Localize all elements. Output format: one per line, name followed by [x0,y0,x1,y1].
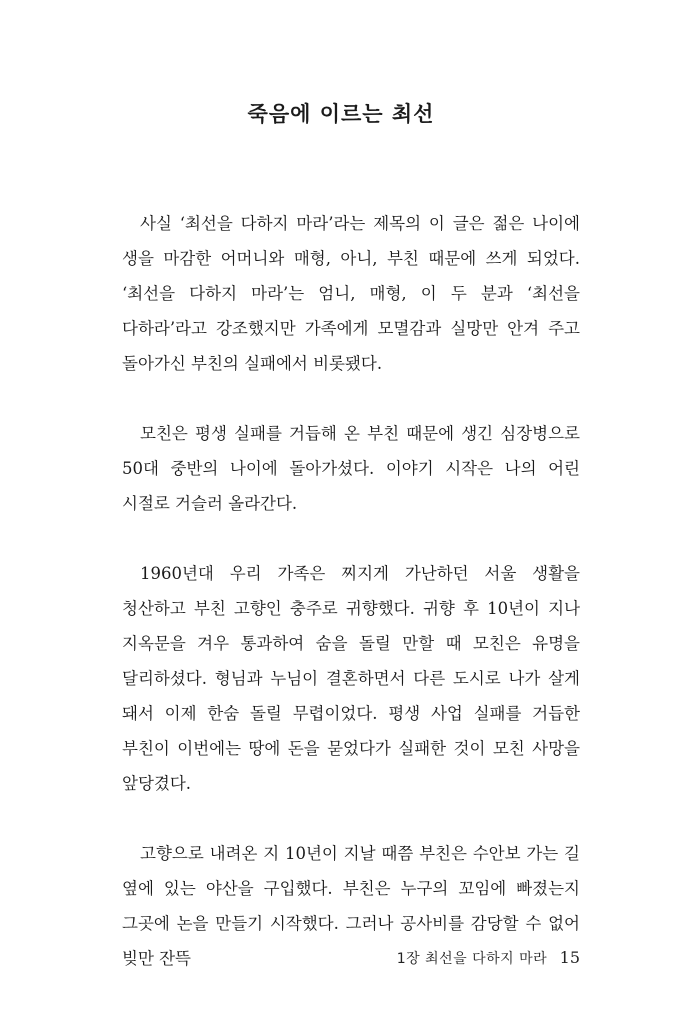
paragraph: 1960년대 우리 가족은 찌지게 가난하던 서울 생활을 청산하고 부친 고향인 충주로 귀향했다. 귀향 후 10년이 지나 지옥문을 겨우 통과하여 숨을 돌릴 만할 때 모친은 유명을 달리하셨다. 형님과 누님이 결혼하면서 다른 도시로 나가 살게 돼서 이제 한숨 돌릴 무렵이었다. 평생 사업 실패를 거듭한 부친이 이번에는 땅에 돈을 묻었다가 실패한 것이 모친 사망을 앞당겼다. [122,564,580,793]
paragraph: 사실 ‘최선을 다하지 마라’라는 제목의 이 글은 젊은 나이에 생을 마감한 어머니와 매형, 아니, 부친 때문에 쓰게 되었다. ‘최선을 다하지 마라’는 엄니, 매형, 이 두 분과 ‘최선을 다하라’라고 강조했지만 가족에게 모멸감과 실망만 안겨 주고 돌아가신 부친의 실패에서 비롯됐다. [122,214,580,373]
body-text [122,206,580,1011]
page-footer [397,948,580,968]
paragraph: 모친은 평생 실패를 거듭해 온 부친 때문에 생긴 심장병으로 50대 중반의 나이에 돌아가셨다. 이야기 시작은 나의 어린 시절로 거슬러 올라간다. [122,424,580,513]
page-number: 15 [559,948,580,967]
running-chapter-title: 1장 최선을 다하지 마라 [396,951,548,967]
paragraph: 고향으로 내려온 지 10년이 지날 때쯤 부친은 수안보 가는 길 옆에 있는 야산을 구입했다. 부친은 누구의 꼬임에 빠졌는지 그곳에 논을 만들기 시작했다. 그러나 공사비를 감당할 수 없어 빚만 잔뜩 [122,844,580,968]
chapter-section-title: 죽음에 이르는 최선 [247,102,435,126]
